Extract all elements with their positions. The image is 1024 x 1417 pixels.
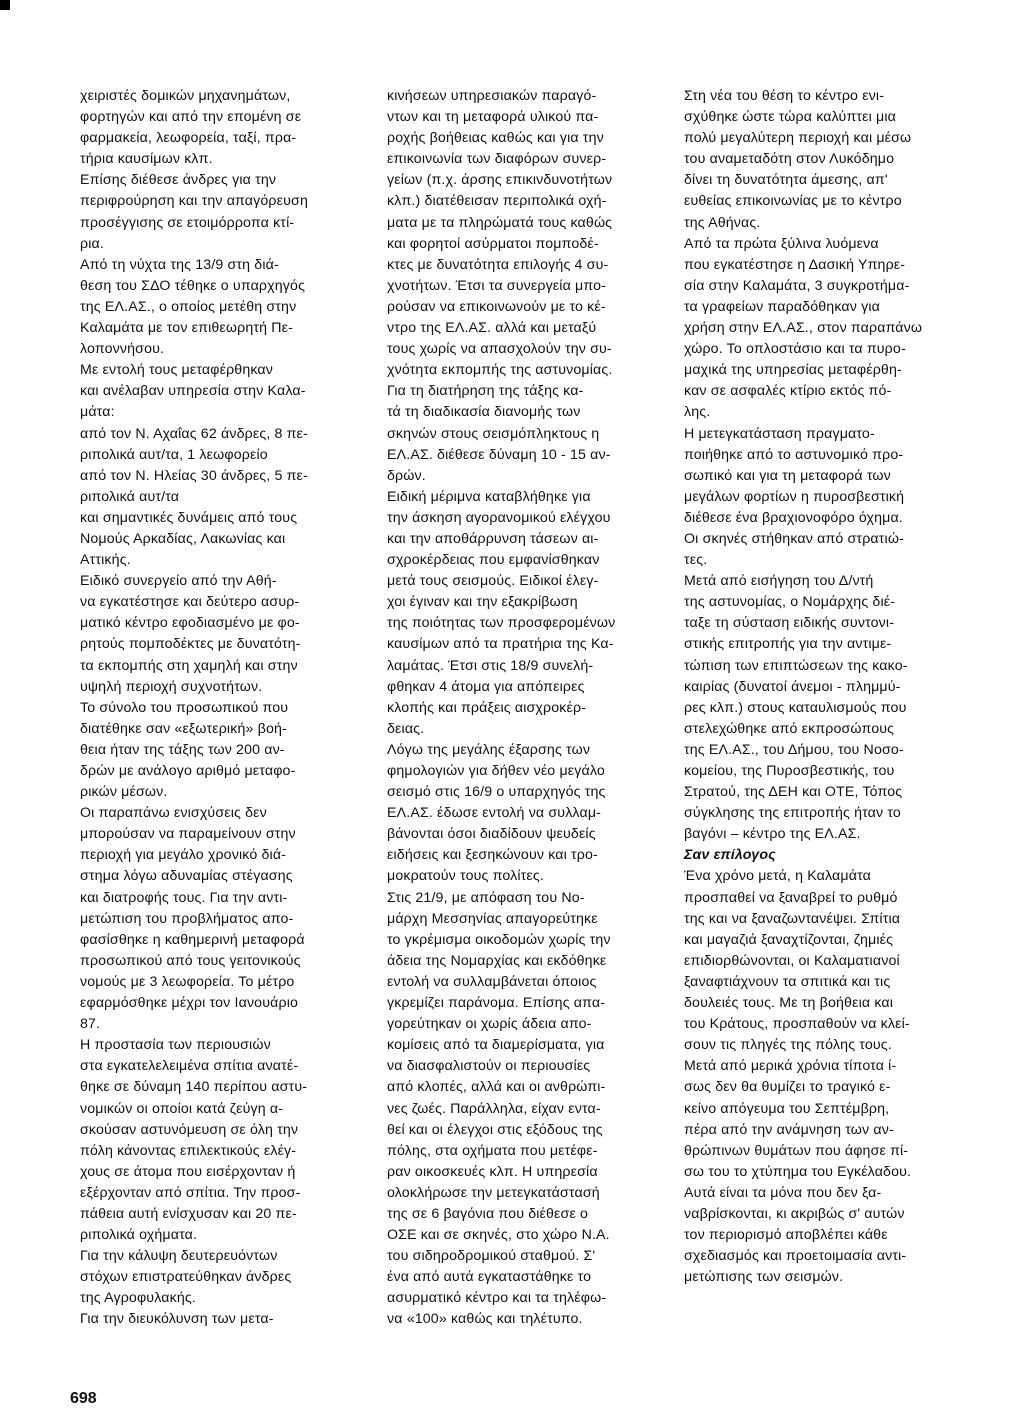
text-line: διατέθηκε σαν «εξωτερική» βοή- xyxy=(80,720,287,737)
text-line: Καλαμάτα με τον επιθεωρητή Πε- xyxy=(80,320,294,337)
text-line: ευθείας επικοινωνίας με το κέντρο xyxy=(684,193,902,210)
text-line: ειδήσεις και ξεσηκώνουν και τρο- xyxy=(387,847,598,864)
text-line: θεια ήταν της τάξης των 200 αν- xyxy=(80,741,285,758)
text-line: σχεδιασμός και προετοιμασία αντι- xyxy=(684,1248,907,1265)
text-line: δουλειές τους. Με τη βοήθεια και xyxy=(684,995,894,1012)
text-line: από τον Ν. Αχαΐας 62 άνδρες, 8 πε- xyxy=(80,425,308,442)
column-1 xyxy=(80,86,372,1331)
text-line: και ανέλαβαν υπηρεσία στην Καλα- xyxy=(80,383,306,400)
text-line: χρήση στην ΕΛ.ΑΣ., στον παραπάνω xyxy=(684,320,923,337)
text-line: πόλης, στα οχήματα που μετέφε- xyxy=(387,1142,598,1159)
corner-mark xyxy=(0,0,10,10)
text-line: της αστυνομίας, ο Νομάρχης διέ- xyxy=(684,594,896,611)
text-line: ολοκλήρωσε την μετεγκατάστασή xyxy=(387,1184,600,1201)
text-line: ματα με τα πληρώματά τους καθώς xyxy=(387,214,613,231)
text-line: προσπαθεί να ξαναβρεί το ρυθμό xyxy=(684,889,898,906)
text-line: πόλη κάνοντας επιλεκτικούς ελέγ- xyxy=(80,1142,297,1159)
text-line: μεγάλων φορτίων η πυροσβεστική xyxy=(684,488,905,505)
text-line: από κλοπές, αλλά και οι ανθρώπι- xyxy=(387,1079,606,1096)
text-line: πολύ μεγαλύτερη περιοχή και μέσω xyxy=(684,130,912,147)
text-line: Οι σκηνές στήθηκαν από στρατιώ- xyxy=(684,530,904,547)
text-line: φασίσθηκε η καθημερινή μεταφορά xyxy=(80,931,305,948)
text-line: περιφρούρηση και την απαγόρευση xyxy=(80,193,308,210)
text-line: της και να ξαναζωντανέψει. Σπίτια xyxy=(684,910,901,927)
text-line: δειας. xyxy=(387,720,425,737)
text-line: και φορητοί ασύρματοι πομποδέ- xyxy=(387,235,599,252)
text-line: μάτα: xyxy=(80,404,115,421)
text-line: χώρο. Το οπλοστάσιο και τα πυρο- xyxy=(684,341,906,358)
text-line: τον περιορισμό αποβλέπει κάθε xyxy=(684,1227,888,1244)
text-line: του Κράτους, προσπαθούν να κλεί- xyxy=(684,1016,910,1033)
text-line: το γκρέμισμα οικοδομών χωρίς την xyxy=(387,931,611,948)
text-line: ναβρίσκονται, κι ακριβώς σ' αυτών xyxy=(684,1205,905,1222)
text-line: δρών με ανάλογο αριθμό μεταφο- xyxy=(80,763,296,779)
text-line: Στη νέα του θέση το κέντρο ενι- xyxy=(684,88,885,104)
text-line: μετώπισης των σεισμών. xyxy=(684,1269,844,1286)
text-line: Ειδική μέριμνα καταβλήθηκε για xyxy=(387,488,591,505)
text-line: σία στην Καλαμάτα, 3 συγκροτήμα- xyxy=(684,277,910,294)
text-line: ασυρματικό κέντρο και τα τηλέφω- xyxy=(387,1290,607,1307)
text-line: θεί και οι έλεγχοι στις εξόδους της xyxy=(387,1121,603,1138)
text-line: να διασφαλιστούν οι περιουσίες xyxy=(387,1058,591,1075)
text-line: στελεχώθηκε από εκπροσώπους xyxy=(684,720,895,737)
page-number: 698 xyxy=(70,1390,97,1407)
text-line: τήρια καυσίμων κλπ. xyxy=(80,151,213,168)
text-line: εντολή να συλλαμβάνεται όποιος xyxy=(387,973,597,990)
text-line: άδεια της Νομαρχίας και εκδόθηκε xyxy=(387,952,607,969)
text-line: Με εντολή τους μεταφέρθηκαν xyxy=(80,362,274,379)
text-line: Για την κάλυψη δευτερευόντων xyxy=(80,1248,278,1265)
text-line: από τον Ν. Ηλείας 30 άνδρες, 5 πε- xyxy=(80,467,308,484)
text-line: γείων (π.χ. άρσης επικινδυνοτήτων xyxy=(387,172,613,189)
text-line: ραν οικοσκευές κλπ. Η υπηρεσία xyxy=(387,1163,598,1180)
text-line: φθηκαν 4 άτομα για απόπειρες xyxy=(387,678,585,695)
text-line: Για την διευκόλυνση των μετα- xyxy=(80,1311,274,1328)
text-line: ξαναφτιάχνουν τα σπιτικά και τις xyxy=(684,973,891,990)
text-line: χοι έγιναν και την εξακρίβωση xyxy=(387,594,578,611)
text-line: μοκρατούν τους πολίτες. xyxy=(387,868,544,885)
text-line: περιοχή για μεγάλο χρονικό διά- xyxy=(80,847,287,864)
text-line: τα εκπομπής στη χαμηλή και στην xyxy=(80,657,298,674)
text-line: σύγκλησης της επιτροπής ήταν το xyxy=(684,805,901,822)
column-3 xyxy=(684,86,966,1288)
text-line: και σημαντικές δυνάμεις από τους xyxy=(80,509,298,526)
text-line: της Αθήνας. xyxy=(684,214,761,231)
text-line: να εγκατέστησε και δεύτερο ασυρ- xyxy=(80,594,300,611)
text-line: κλπ.) διατέθεισαν περιπολικά οχή- xyxy=(387,193,607,210)
text-line: Οι παραπάνω ενισχύσεις δεν xyxy=(80,805,267,822)
text-line: φημολογιών για δήθεν νέο μεγάλο xyxy=(387,763,605,779)
text-line: καιρίας (δυνατοί άνεμοι - πλημμύ- xyxy=(684,678,901,695)
text-line: σω του το χτύπημα του Εγκέλαδου. xyxy=(684,1163,912,1180)
text-line: χειριστές δομικών μηχανημάτων, xyxy=(80,88,291,104)
text-line: ριπολικά οχήματα. xyxy=(80,1227,198,1244)
text-line: Το σύνολο του προσωπικού που xyxy=(80,699,289,716)
text-line: στα εγκατελελειμένα σπίτια ανατέ- xyxy=(80,1058,299,1075)
text-line: Μετά από μερικά χρόνια τίποτα ί- xyxy=(684,1058,897,1075)
text-line: ρες κλπ.) στους καταυλισμούς που xyxy=(684,699,907,716)
text-line: και την αποθάρρυνση τάσεων αι- xyxy=(387,530,599,547)
text-line: ΕΛ.ΑΣ. έδωσε εντολή να συλλαμ- xyxy=(387,805,602,822)
section-heading: Σαν επίλογος xyxy=(684,847,776,864)
text-line: του σιδηροδρομικού σταθμού. Σ' xyxy=(387,1248,596,1265)
text-line: που εγκατέστησε η Δασική Υπηρε- xyxy=(684,256,906,273)
text-line: φαρμακεία, λεωφορεία, ταξί, πρα- xyxy=(80,130,297,147)
text-line: της ΕΛ.ΑΣ., ο οποίος μετέθη στην xyxy=(80,298,297,315)
text-line: βάνονται όσοι διαδίδουν ψευδείς xyxy=(387,826,596,843)
text-line: σκούσαν αστυνόμευση σε όλη την xyxy=(80,1121,299,1138)
text-line: Αυτά είναι τα μόνα που δεν ξα- xyxy=(684,1184,882,1201)
text-line: ριπολικά αυτ/τα, 1 λεωφορείο xyxy=(80,446,268,463)
text-line: στημα λόγω αδυναμίας στέγασης xyxy=(80,868,293,885)
text-line: του αναμεταδότη στον Λυκόδημο xyxy=(684,151,895,168)
text-line: Λόγω της μεγάλης έξαρσης των xyxy=(387,741,591,758)
text-line: μάρχη Μεσσηνίας απαγορεύτηκε xyxy=(387,910,598,927)
text-line: Από τη νύχτα της 13/9 στη διά- xyxy=(80,256,279,273)
text-line: υψηλή περιοχή συχνοτήτων. xyxy=(80,678,263,695)
text-line: σωπικό και για τη μεταφορά των xyxy=(684,467,891,484)
text-line: μπορούσαν να παραμείνουν στην xyxy=(80,826,296,843)
text-line: και διατροφής τους. Για την αντι- xyxy=(80,889,288,906)
text-line: τά τη διαδικασία διανομής των xyxy=(387,404,581,421)
text-line: λης. xyxy=(684,404,711,421)
text-line: καυσίμων από τα πρατήρια της Κα- xyxy=(387,636,614,653)
text-line: ένα από αυτά εγκαταστάθηκε το xyxy=(387,1269,592,1286)
text-line: μετά τους σεισμούς. Ειδικοί έλεγ- xyxy=(387,573,599,590)
text-line: κείνο απόγευμα του Σεπτέμβρη, xyxy=(684,1100,890,1117)
text-line: ΟΣΕ και σε σκηνές, στο χώρο Ν.Α. xyxy=(387,1227,610,1244)
text-line: χνοτήτων. Έτσι τα συνεργεία μπο- xyxy=(387,277,607,294)
text-line: σεισμό στις 16/9 ο υπαρχηγός της xyxy=(387,784,606,801)
text-line: πάθεια αυτή ενίσχυσαν και 20 πε- xyxy=(80,1205,297,1222)
text-line: δρών. xyxy=(387,467,426,484)
text-line: ριπολικά αυτ/τα xyxy=(80,488,180,505)
text-line: Στρατού, της ΔΕΗ και ΟΤΕ, Τόπος xyxy=(684,784,903,801)
text-line: θεση του ΣΔΟ τέθηκε ο υπαρχηγός xyxy=(80,277,306,294)
text-line: ντων και τη μεταφορά υλικού πα- xyxy=(387,109,599,126)
text-line: της ποιότητας των προσφερομένων xyxy=(387,615,616,632)
text-line: εξέρχονταν από σπίτια. Την προσ- xyxy=(80,1184,301,1201)
text-line: φορτηγών και από την επομένη σε xyxy=(80,109,302,126)
text-line: γορεύτηκαν οι χωρίς άδεια απο- xyxy=(387,1016,592,1033)
text-line: διέθεσε ένα βραχιονοφόρο όχημα. xyxy=(684,509,903,526)
text-line: νομικών οι οποίοι κατά ζεύγη α- xyxy=(80,1100,284,1117)
text-line: νες ζωές. Παράλληλα, είχαν εντα- xyxy=(387,1100,601,1117)
text-line: εφαρμόσθηκε μέχρι τον Ιανουάριο xyxy=(80,995,299,1012)
text-line: να «100» καθώς και τηλέτυπο. xyxy=(387,1311,583,1328)
column-2 xyxy=(387,86,670,1331)
text-line: 87. xyxy=(80,1016,101,1033)
text-line: προσέγγισης σε ετοιμόρροπα κτί- xyxy=(80,214,295,231)
text-line: επιδιορθώνονται, οι Καλαματιανοί xyxy=(684,952,900,969)
text-line: ρικών μέσων. xyxy=(80,784,168,801)
text-line: Νομούς Αρκαδίας, Λακωνίας και xyxy=(80,530,286,547)
text-line: σουν τις πληγές της πόλης τους. xyxy=(684,1037,892,1054)
text-line: μετώπιση του προβλήματος απο- xyxy=(80,910,294,927)
text-line: ταξε τη σύσταση ειδικής συντονι- xyxy=(684,615,895,632)
text-line: Αττικής. xyxy=(80,552,131,569)
text-line: Ένα χρόνο μετά, η Καλαμάτα xyxy=(684,868,871,885)
text-line: Για τη διατήρηση της τάξης κα- xyxy=(387,383,584,400)
text-line: ματικό κέντρο εφοδιασμένο με φο- xyxy=(80,615,300,632)
text-line: Μετά από εισήγηση του Δ/ντή xyxy=(684,573,874,590)
text-line: σχροκέρδειας που εμφανίσθηκαν xyxy=(387,552,600,569)
text-line: κλοπής και πράξεις αισχροκέρ- xyxy=(387,699,587,716)
text-line: πέρα από την ανάμνηση των αν- xyxy=(684,1121,894,1138)
text-line: ποιήθηκε από το αστυνομικό προ- xyxy=(684,446,904,463)
text-line: την άσκηση αγορανομικού ελέγχου xyxy=(387,509,611,526)
text-line: και μαγαζιά ξαναχτίζονται, ζημιές xyxy=(684,931,894,948)
text-line: καν σε ασφαλές κτίριο εκτός πό- xyxy=(684,383,892,400)
text-line: κομείου, της Πυροσβεστικής, του xyxy=(684,763,895,779)
text-line: χους σε άτομα που εισέρχονταν ή xyxy=(80,1163,296,1180)
text-line: σκηνών στους σεισμόπληκτους η xyxy=(387,425,600,442)
text-line: επικοινωνία των διαφόρων συνερ- xyxy=(387,151,607,168)
text-line: βαγόνι – κέντρο της ΕΛ.ΑΣ. xyxy=(684,826,861,843)
text-line: κομίσεις από τα διαμερίσματα, για xyxy=(387,1037,605,1054)
text-line: δίνει τη δυνατότητα άμεσης, απ' xyxy=(684,172,888,189)
text-line: προσωπικού από τους γειτονικούς xyxy=(80,952,301,969)
text-line: σχύθηκε ώστε τώρα καλύπτει μια xyxy=(684,109,896,126)
text-line: ρητούς πομποδέκτες με δυνατότη- xyxy=(80,636,301,653)
text-line: κινήσεων υπηρεσιακών παραγό- xyxy=(387,88,597,104)
text-line: Η προστασία των περιουσιών xyxy=(80,1037,271,1054)
text-line: νομούς με 3 λεωφορεία. Το μέτρο xyxy=(80,973,295,990)
text-line: τα γραφείων παραδόθηκαν για xyxy=(684,298,880,315)
text-line: τες. xyxy=(684,552,708,569)
text-line: Ειδικό συνεργείο από την Αθή- xyxy=(80,573,277,590)
text-line: γκρεμίζει παράνομα. Επίσης απα- xyxy=(387,995,606,1012)
text-line: ρια. xyxy=(80,235,104,252)
text-line: της ΕΛ.ΑΣ., του Δήμου, του Νοσο- xyxy=(684,741,904,758)
text-line: μαχικά της υπηρεσίας μεταφέρθη- xyxy=(684,362,902,379)
text-line: Από τα πρώτα ξύλινα λυόμενα xyxy=(684,235,879,252)
text-line: λαμάτας. Έτσι στις 18/9 συνελή- xyxy=(387,657,594,674)
text-line: ροχής βοήθειας καθώς και για την xyxy=(387,130,604,147)
text-line: ρούσαν να επικοινωνούν με το κέ- xyxy=(387,298,606,315)
text-line: τώπιση των επιπτώσεων της κακο- xyxy=(684,657,908,674)
text-line: της σε 6 βαγόνια που διέθεσε ο xyxy=(387,1205,589,1222)
text-line: χνότητα εκπομπής της αστυνομίας. xyxy=(387,362,613,379)
text-line: Η μετεγκατάσταση πραγματο- xyxy=(684,425,875,442)
text-line: Επίσης διέθεσε άνδρες για την xyxy=(80,172,277,189)
text-line: ντρο της ΕΛ.ΑΣ. αλλά και μεταξύ xyxy=(387,320,597,337)
text-line: λοποννήσου. xyxy=(80,341,165,358)
text-line: της Αγροφυλακής. xyxy=(80,1290,196,1307)
text-line: στικής επιτροπής για την αντιμε- xyxy=(684,636,892,653)
text-line: τους χωρίς να απασχολούν την συ- xyxy=(387,341,612,358)
text-line: κτες με δυνατότητα επιλογής 4 συ- xyxy=(387,256,609,273)
text-line: Στις 21/9, με απόφαση του Νο- xyxy=(387,889,585,906)
text-line: σως δεν θα θυμίζει το τραγικό ε- xyxy=(684,1079,891,1096)
text-line: θρώπινων θυμάτων που άφησε πί- xyxy=(684,1142,909,1159)
text-line: στόχων επιστρατεύθηκαν άνδρες xyxy=(80,1269,292,1286)
text-line: ΕΛ.ΑΣ. διέθεσε δύναμη 10 - 15 αν- xyxy=(387,446,611,463)
text-line: θηκε σε δύναμη 140 περίπου αστυ- xyxy=(80,1079,308,1096)
